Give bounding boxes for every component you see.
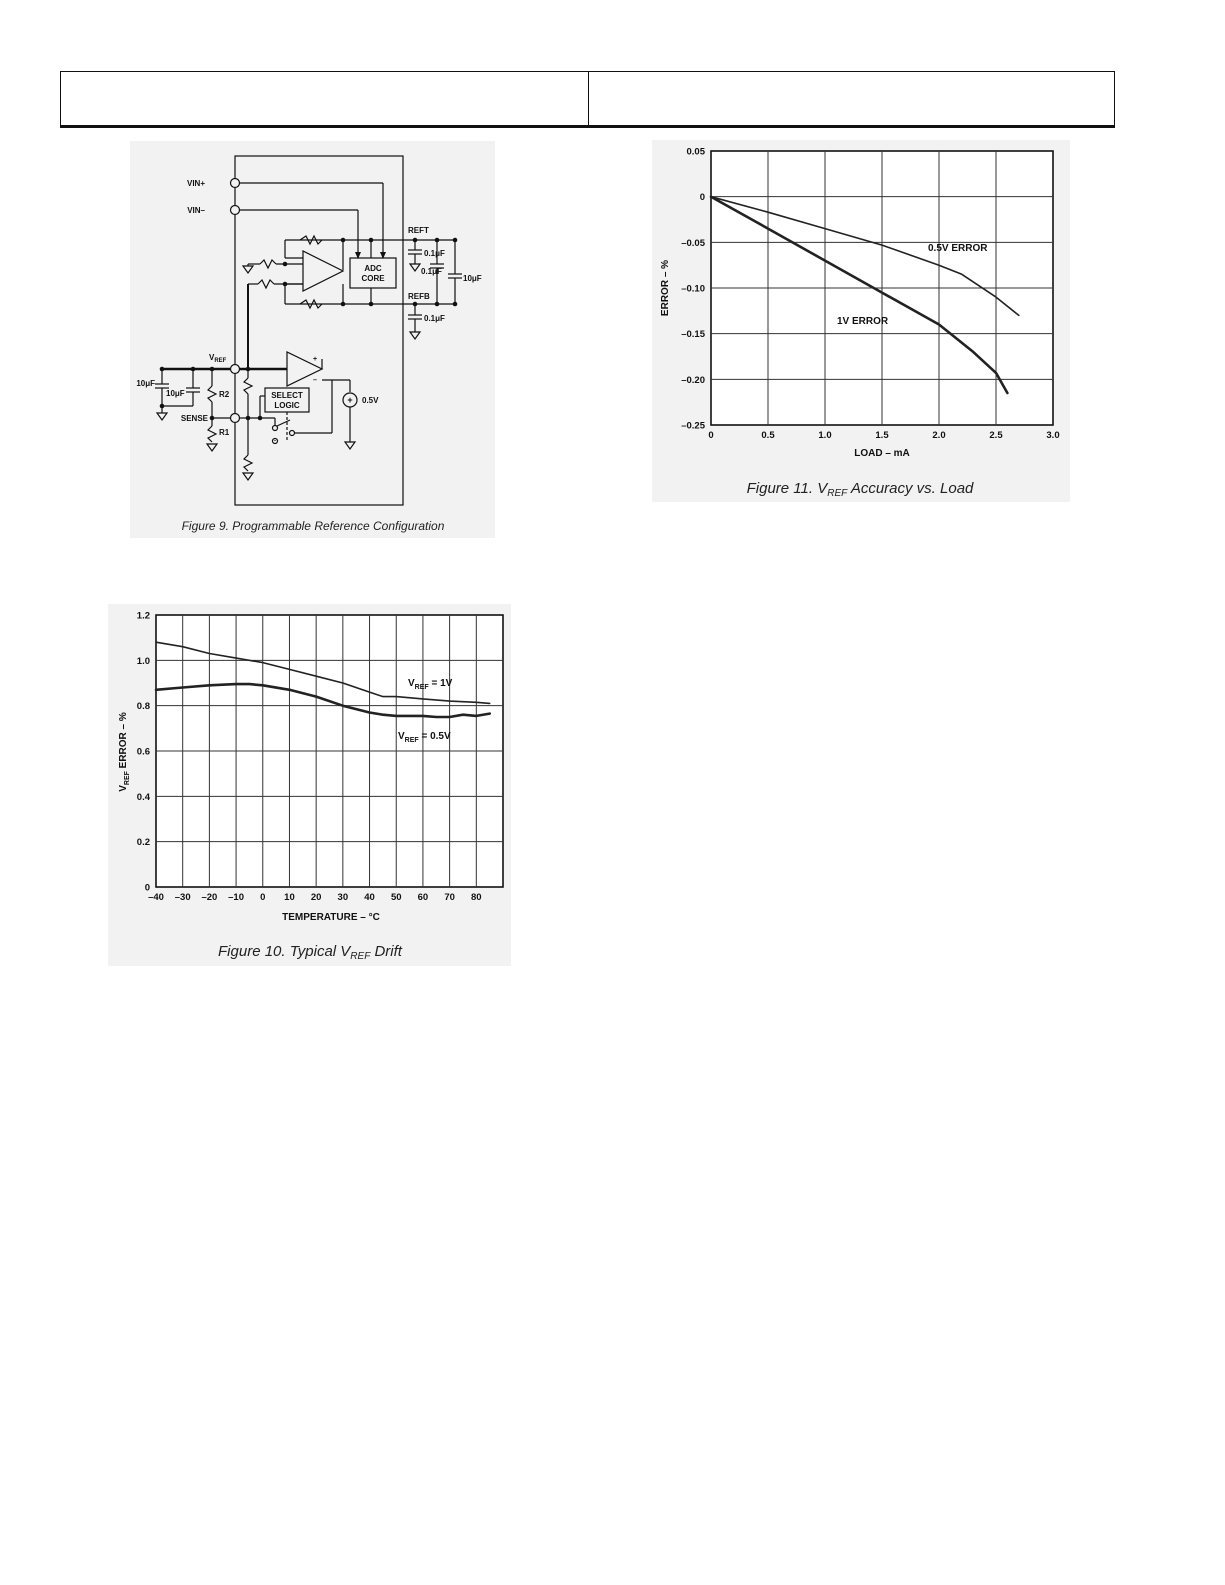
refb-label: REFB: [408, 292, 430, 301]
cap-10uf-right: 10μF: [463, 274, 482, 283]
fig10-x-tick-label: –10: [228, 892, 245, 903]
fig11-y-tick-label: –0.20: [681, 374, 705, 386]
vin-minus-label: VIN–: [187, 206, 205, 215]
fig10-x-tick-label: 0: [260, 892, 266, 903]
figure-11-ylabel: ERROR – %: [660, 259, 671, 317]
figure-10-chart: [108, 604, 511, 966]
figure-11-caption: Figure 11. $V_{REF}$ Accuracy vs. Load: [746, 480, 974, 499]
fig10-x-tick-label: 40: [364, 892, 375, 903]
fig10-x-tick-label: –30: [174, 892, 191, 903]
fig11-y-tick-label: –0.10: [681, 283, 705, 295]
select-logic-label-2: LOGIC: [274, 401, 300, 410]
figure-11-panel: [652, 140, 1070, 502]
fig11-x-tick-label: 3.0: [1046, 430, 1060, 441]
fig10-x-tick-label: 80: [471, 892, 482, 903]
fig11-y-tick-label: –0.15: [681, 329, 705, 341]
series-label-0-5v-error: 0.5V ERROR: [928, 243, 988, 254]
fig10-y-tick-label: 0: [144, 882, 150, 894]
figure-9-panel: [130, 141, 495, 538]
fig11-x-tick-label: 1.5: [875, 430, 889, 441]
fig10-x-tick-label: 10: [284, 892, 295, 903]
source-label: 0.5V: [362, 396, 379, 405]
fig10-x-tick-label: –20: [201, 892, 218, 903]
fig10-y-tick-label: 1.0: [136, 655, 150, 667]
header-right-cell: [588, 72, 1114, 125]
fig10-x-tick-label: 70: [444, 892, 455, 903]
fig11-x-tick-label: 2.0: [932, 430, 946, 441]
figure-10-caption: Figure 10. Typical $V_{REF}$ Drift: [218, 943, 402, 962]
fig11-y-tick-label: –0.05: [681, 237, 705, 249]
sense-label: SENSE: [180, 414, 208, 423]
fig10-y-tick-label: 0.6: [136, 746, 150, 758]
figure-10-ylabel: $V_{REF}$ ERROR – %: [118, 712, 131, 792]
r2-label: R2: [219, 390, 230, 399]
series-label-vref-0-5v: $V_{REF} = 0.5V$: [398, 731, 451, 744]
figure-11-chart: [652, 140, 1070, 502]
cap-10uf-left: 10μF: [136, 379, 155, 388]
figure-11-xlabel: LOAD – mA: [854, 448, 910, 459]
fig10-y-tick-label: 0.4: [136, 791, 150, 803]
source-polarity: +: [347, 395, 353, 405]
fig10-y-tick-label: 1.2: [136, 610, 150, 622]
figure-9-caption: Figure 9. Programmable Reference Configuration: [181, 519, 445, 533]
figure-10-xlabel: TEMPERATURE – °C: [282, 912, 380, 923]
fig10-x-tick-label: 60: [417, 892, 429, 903]
fig11-y-tick-label: 0: [699, 192, 705, 204]
select-logic-label-1: SELECT: [271, 391, 303, 400]
fig10-x-tick-label: –40: [148, 892, 164, 903]
series-label-1v-error: 1V ERROR: [837, 316, 889, 327]
fig11-x-tick-label: 1.0: [818, 430, 832, 441]
vref-label: $V_{REF}$: [209, 353, 227, 364]
fig11-x-tick-label: 2.5: [989, 430, 1003, 441]
fig10-x-tick-label: 30: [337, 892, 349, 903]
series-label-vref-1v: $V_{REF} = 1V$: [408, 678, 453, 691]
cap-10uf-inner: 10μF: [166, 389, 185, 398]
r1-label: R1: [219, 428, 230, 437]
fig10-x-tick-label: 50: [390, 892, 402, 903]
cap-0-1uf-a: 0.1μF: [424, 249, 445, 258]
adc-core-label-2: CORE: [361, 274, 385, 283]
figure-9-schematic: [130, 141, 495, 538]
header-left-cell: [61, 72, 589, 125]
vin-plus-label: VIN+: [186, 179, 205, 188]
fig11-y-tick-label: 0.05: [686, 146, 705, 158]
fig11-x-tick-label: 0: [708, 430, 714, 441]
cap-0-1uf-b: 0.1μF: [421, 267, 442, 276]
reft-label: REFT: [408, 226, 429, 235]
fig10-x-tick-label: 20: [310, 892, 322, 903]
figure-10-panel: [108, 604, 511, 966]
fig10-y-tick-label: 0.2: [136, 837, 150, 849]
cap-0-1uf-c: 0.1μF: [424, 314, 445, 323]
fig11-y-tick-label: –0.25: [681, 420, 705, 432]
page-header-table: [60, 71, 1115, 128]
fig11-x-tick-label: 0.5: [761, 430, 775, 441]
opamp-plus: +: [313, 356, 318, 363]
fig10-y-tick-label: 0.8: [136, 701, 150, 713]
opamp-minus: –: [313, 377, 317, 384]
adc-core-label-1: ADC: [364, 264, 382, 273]
